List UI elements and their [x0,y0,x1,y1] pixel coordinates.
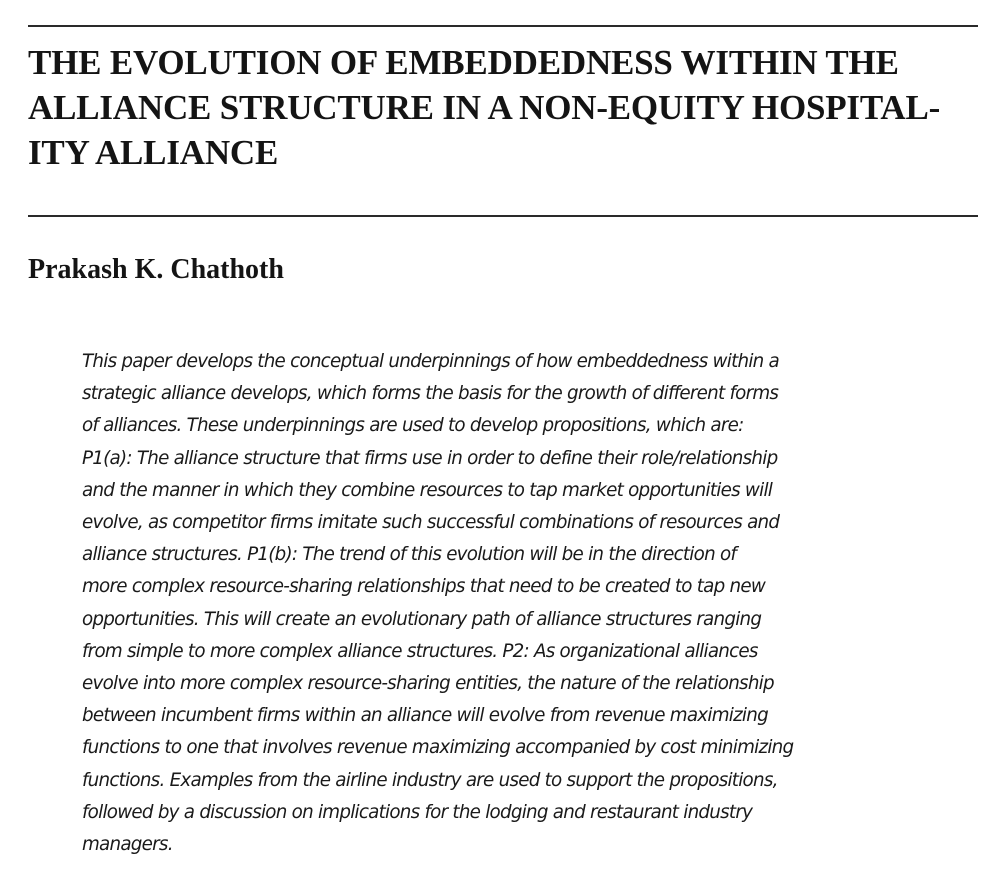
abstract-line: functions to one that involves revenue maximizing accompanied by cost minimizing [82,737,794,759]
abstract-line: This paper develops the conceptual underpinnings of how embeddedness within a [82,351,780,372]
abstract-line: of alliances. These underpinnings are used to develop propositions, which are: [82,415,744,437]
author-name: Prakash K. Chathoth [28,254,284,285]
abstract-line: P1(a): The alliance structure that firms use in order to define their role/relationship [82,447,778,469]
abstract-line: followed by a discussion on implications for the lodging and restaurant industry [82,801,753,823]
abstract-line: from simple to more complex alliance structures. P2: As organizational alliances [82,640,758,662]
abstract-line: and the manner in which they combine resources to tap market opportunities will [82,479,773,501]
title-line-1: THE EVOLUTION OF EMBEDDEDNESS WITHIN THE [28,43,899,82]
abstract-line: managers. [82,834,173,856]
bottom-rule [28,215,978,217]
abstract-line: alliance structures. P1(b): The trend of this evolution will be in the direction of [82,544,737,566]
title-line-2: ALLIANCE STRUCTURE IN A NON-EQUITY HOSPITAL- [28,88,941,127]
abstract-line: strategic alliance develops, which forms the basis for the growth of different forms [82,383,779,405]
abstract-line: more complex resource-sharing relationships that need to be created to tap new [82,576,766,598]
title-line-3: ITY ALLIANCE [28,133,279,172]
top-rule [28,25,978,27]
abstract-line: evolve into more complex resource-sharing entities, the nature of the relationship [82,673,774,695]
abstract [82,346,932,861]
abstract-line: evolve, as competitor firms imitate such successful combinations of resources and [82,512,780,534]
article-title [28,40,983,175]
abstract-line: between incumbent firms within an alliance will evolve from revenue maximizing [82,705,768,727]
abstract-line: opportunities. This will create an evolutionary path of alliance structures ranging [82,608,762,630]
abstract-line: functions. Examples from the airline industry are used to support the propositions, [82,769,778,791]
